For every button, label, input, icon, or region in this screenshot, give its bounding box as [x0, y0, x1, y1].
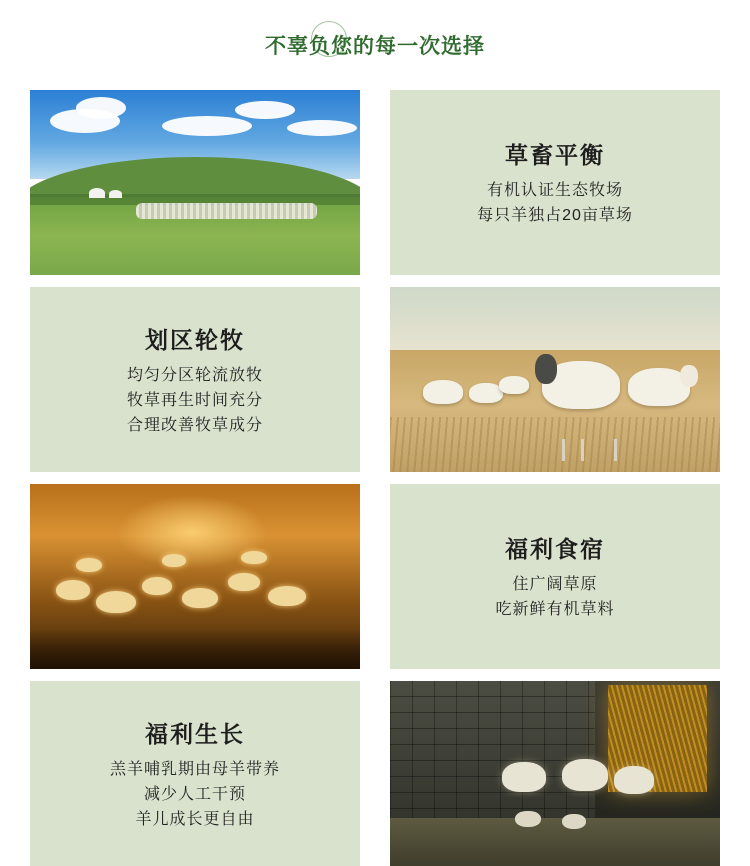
- photo-sunset-flock: [30, 484, 360, 669]
- page-header: [0, 0, 750, 90]
- cell-line: 每只羊独占20亩草场: [477, 207, 633, 224]
- photo-stone-wall-sheep: [390, 681, 720, 866]
- rotational-grazing: [30, 287, 360, 472]
- page-title: [255, 26, 495, 64]
- sheep-stone-wall-photo: [390, 681, 720, 866]
- cell-line: 合理改善牧草成分: [126, 416, 263, 434]
- cell-line: 牧草再生时间充分: [126, 391, 263, 409]
- sunset-flock-photo: [30, 484, 360, 669]
- white-sheep-pasture-photo: [390, 287, 720, 472]
- feature-grid: [30, 90, 720, 866]
- grassland-pasture-photo: [30, 90, 360, 275]
- welfare-housing-food: [390, 484, 720, 669]
- page-title-text: 不辜负您的每一次选择: [265, 35, 485, 58]
- cell-line: 住广阔草原: [512, 576, 598, 593]
- photo-grassland: [30, 90, 360, 275]
- cell-line: 减少人工干预: [143, 785, 246, 803]
- cell-title: 福利生长: [145, 720, 245, 747]
- cell-line: 均匀分区轮流放牧: [126, 366, 263, 384]
- grass-livestock-balance: [390, 90, 720, 275]
- photo-white-sheep: [390, 287, 720, 472]
- welfare-growth: [30, 681, 360, 866]
- cell-line: 吃新鲜有机草料: [495, 601, 615, 618]
- cell-line: 有机认证生态牧场: [486, 182, 623, 199]
- cell-title: 划区轮牧: [145, 326, 245, 353]
- cell-line: 羔羊哺乳期由母羊带养: [109, 760, 280, 778]
- cell-title: 草畜平衡: [505, 142, 605, 168]
- cell-line: 羊儿成长更自由: [135, 810, 255, 828]
- cell-title: 福利食宿: [505, 536, 605, 562]
